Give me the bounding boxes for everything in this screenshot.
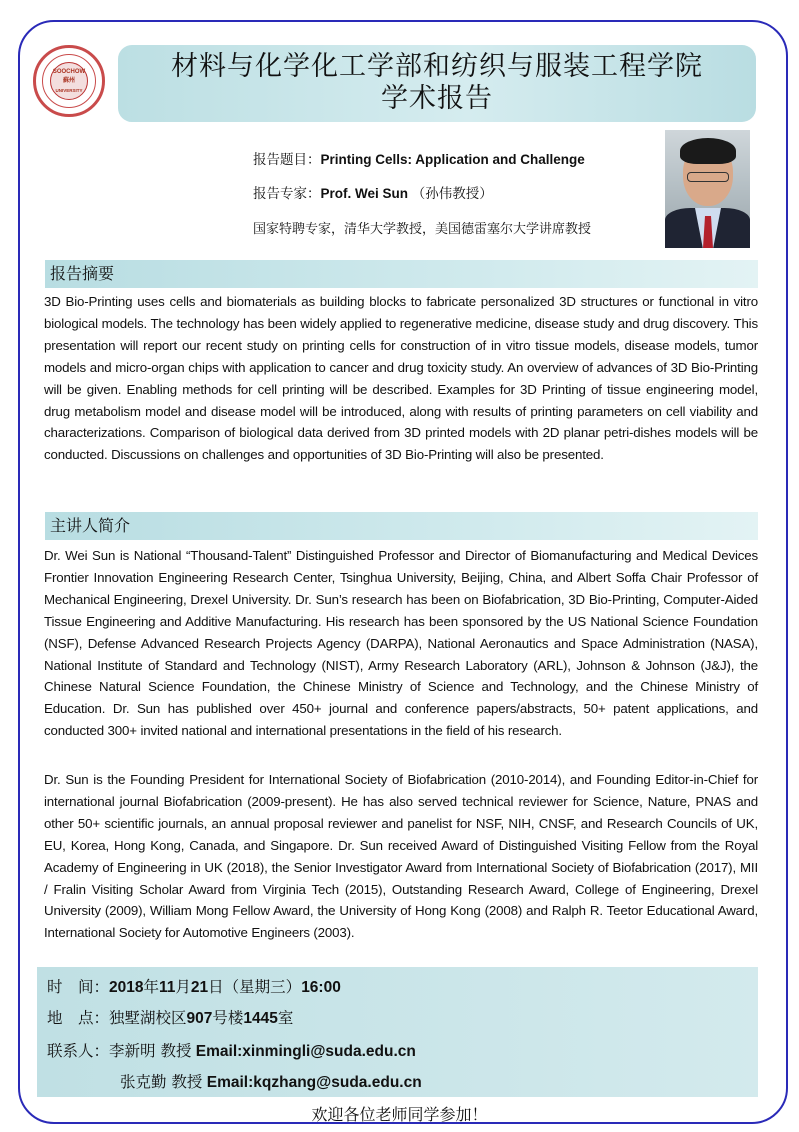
title-banner [118,45,756,122]
event-time [47,975,341,997]
speaker-label: 报告专家： [253,186,321,202]
place-building-suffix: 号楼 [212,1009,244,1027]
photo-hair [680,138,736,164]
talk-topic [253,148,585,168]
time-weekday: 日（星期三） [208,978,302,996]
talk-speaker [253,182,493,202]
time-month: 11 [159,979,176,996]
topic-label: 报告题目： [253,152,321,168]
time-label: 时 间： [47,978,110,996]
contact-2 [120,1070,422,1092]
event-details-box [37,967,758,1097]
speaker-titles: 国家特聘专家，清华大学教授，美国德雷塞尔大学讲席教授 [253,222,592,237]
photo-glasses [687,172,729,182]
contact-name: 李新明 教授 [109,1042,192,1060]
time-hour: 16:00 [301,979,341,996]
contact-email[interactable]: Email:kqzhang@suda.edu.cn [206,1074,422,1091]
place-room: 1445 [243,1010,278,1027]
speaker-photo [665,130,750,248]
bio-paragraph-1: Dr. Wei Sun is National “Thousand-Talent” Distinguished Professor and Director of Biomanufacturing and Medical Devices Frontier Innovation Engineering Research Center, Tsinghua University, Beijing, China, and Albert Soffa Chair Professor of Mechanical Engineering, Drexel University. Dr. Sun’s research has been on Biofabrication, 3D Bio-Printing, Computer-Aided Tissue Engineering and Additive Manufacturing. His research has been sponsored by the US National Science Foundation (NSF), Defense Advanced Research Projects Agency (DARPA), National Aeronautics and Space Administration (NASA), National Institute of Standard and Technology (NIST), Army Research Laboratory (ARL), Johnson & Johnson (J&J), the Chinese Natural Science Foundation, the Chinese Ministry of Science and Technology, and the Chinese Ministry of Education. Dr. Sun has published over 450+ journal and conference papers/abstracts, 50+ patent applications, and conducted 300+ invited national and international presentations in the field of his research. [44,548,758,739]
time-month-suffix: 月 [175,978,191,996]
bio-paragraph-2: Dr. Sun is the Founding President for International Society of Biofabrication (2010-2014), and Founding Editor-in-Chief for international journal Biofabrication (2009-present). He has also served technical reviewer for Science, Nature, PNAS and other 50+ scientific journals, an annual proposal reviewer and panelist for NSF, NIH, CNSF, and Research Councils of UK, EU, Korea, Hong Kong, Canada, and Singapore. Dr. Sun received Award of Distinguished Visiting Fellow from the Royal Academy of Engineering in UK (2018), the Senior Investigator Award from International Society of Biofabrication (2017), MII / Fralin Visiting Scholar Award from Virginia Tech (2015), Outstanding Research Award, College of Engineering, Drexel University (2009), William Mong Fellow Award, the University of Hong Kong (2008) and Ralph R. Teetor Educational Award, International Society for Automotive Engineers (2003). [44,772,758,941]
place-building: 907 [186,1010,213,1027]
place-campus: 独墅湖校区 [109,1009,187,1027]
topic-value: Printing Cells: Application and Challenge [320,152,585,167]
seal-text-top: SOOCHOW [52,69,86,75]
event-place [47,1006,293,1028]
seal-text-mid: 蘇州 [62,78,75,84]
contact-email[interactable]: Email:xinmingli@suda.edu.cn [195,1043,416,1060]
speaker-chinese-name: （孙伟教授） [411,186,493,202]
place-label: 地 点： [47,1009,110,1027]
time-day: 21 [190,979,209,996]
page-subtitle: 学术报告 [381,83,493,114]
abstract-heading: 报告摘要 [45,260,758,288]
abstract-text: 3D Bio-Printing uses cells and biomaterials as building blocks to fabricate personalized 3D structures or functional in vitro biological models. The technology has been widely applied to regenerative medicine, disease study and drug discovery. This presentation will report our recent study on printing cells for construction of in vitro tissue models, disease models, tumor models and micro-organ chips with application to cancer and drug toxicity study. An overview of advances of 3D Bio-Printing will be given. Enabling methods for cell printing will be described. Examples for 3D Printing of tissue engineering model, drug metabolism model and disease model will be introduced, along with results of printing parameters on cell viability and characterizations. Comparison of biological data derived from 3D printed models with 2D planar petri-dishes models will be conducted. Discussions on challenges and opportunities of 3D Bio-Printing will also be presented. [44,294,758,463]
speaker-name: Prof. Wei Sun [320,186,409,201]
contact-label: 联系人： [47,1042,110,1060]
seal-center [50,62,88,100]
time-year-suffix: 年 [143,978,160,996]
bio-heading: 主讲人简介 [45,512,758,540]
contact-1 [47,1039,416,1061]
time-year: 2018 [109,979,144,996]
page-title: 材料与化学化工学部和纺织与服装工程学院 [171,51,703,82]
place-room-suffix: 室 [277,1009,294,1027]
welcome-footer: 欢迎各位老师同学参加！ [311,1105,488,1124]
university-seal-logo [33,45,105,117]
contact-name: 张克勤 教授 [120,1073,203,1091]
seal-text-bottom: UNIVERSITY [55,88,83,93]
